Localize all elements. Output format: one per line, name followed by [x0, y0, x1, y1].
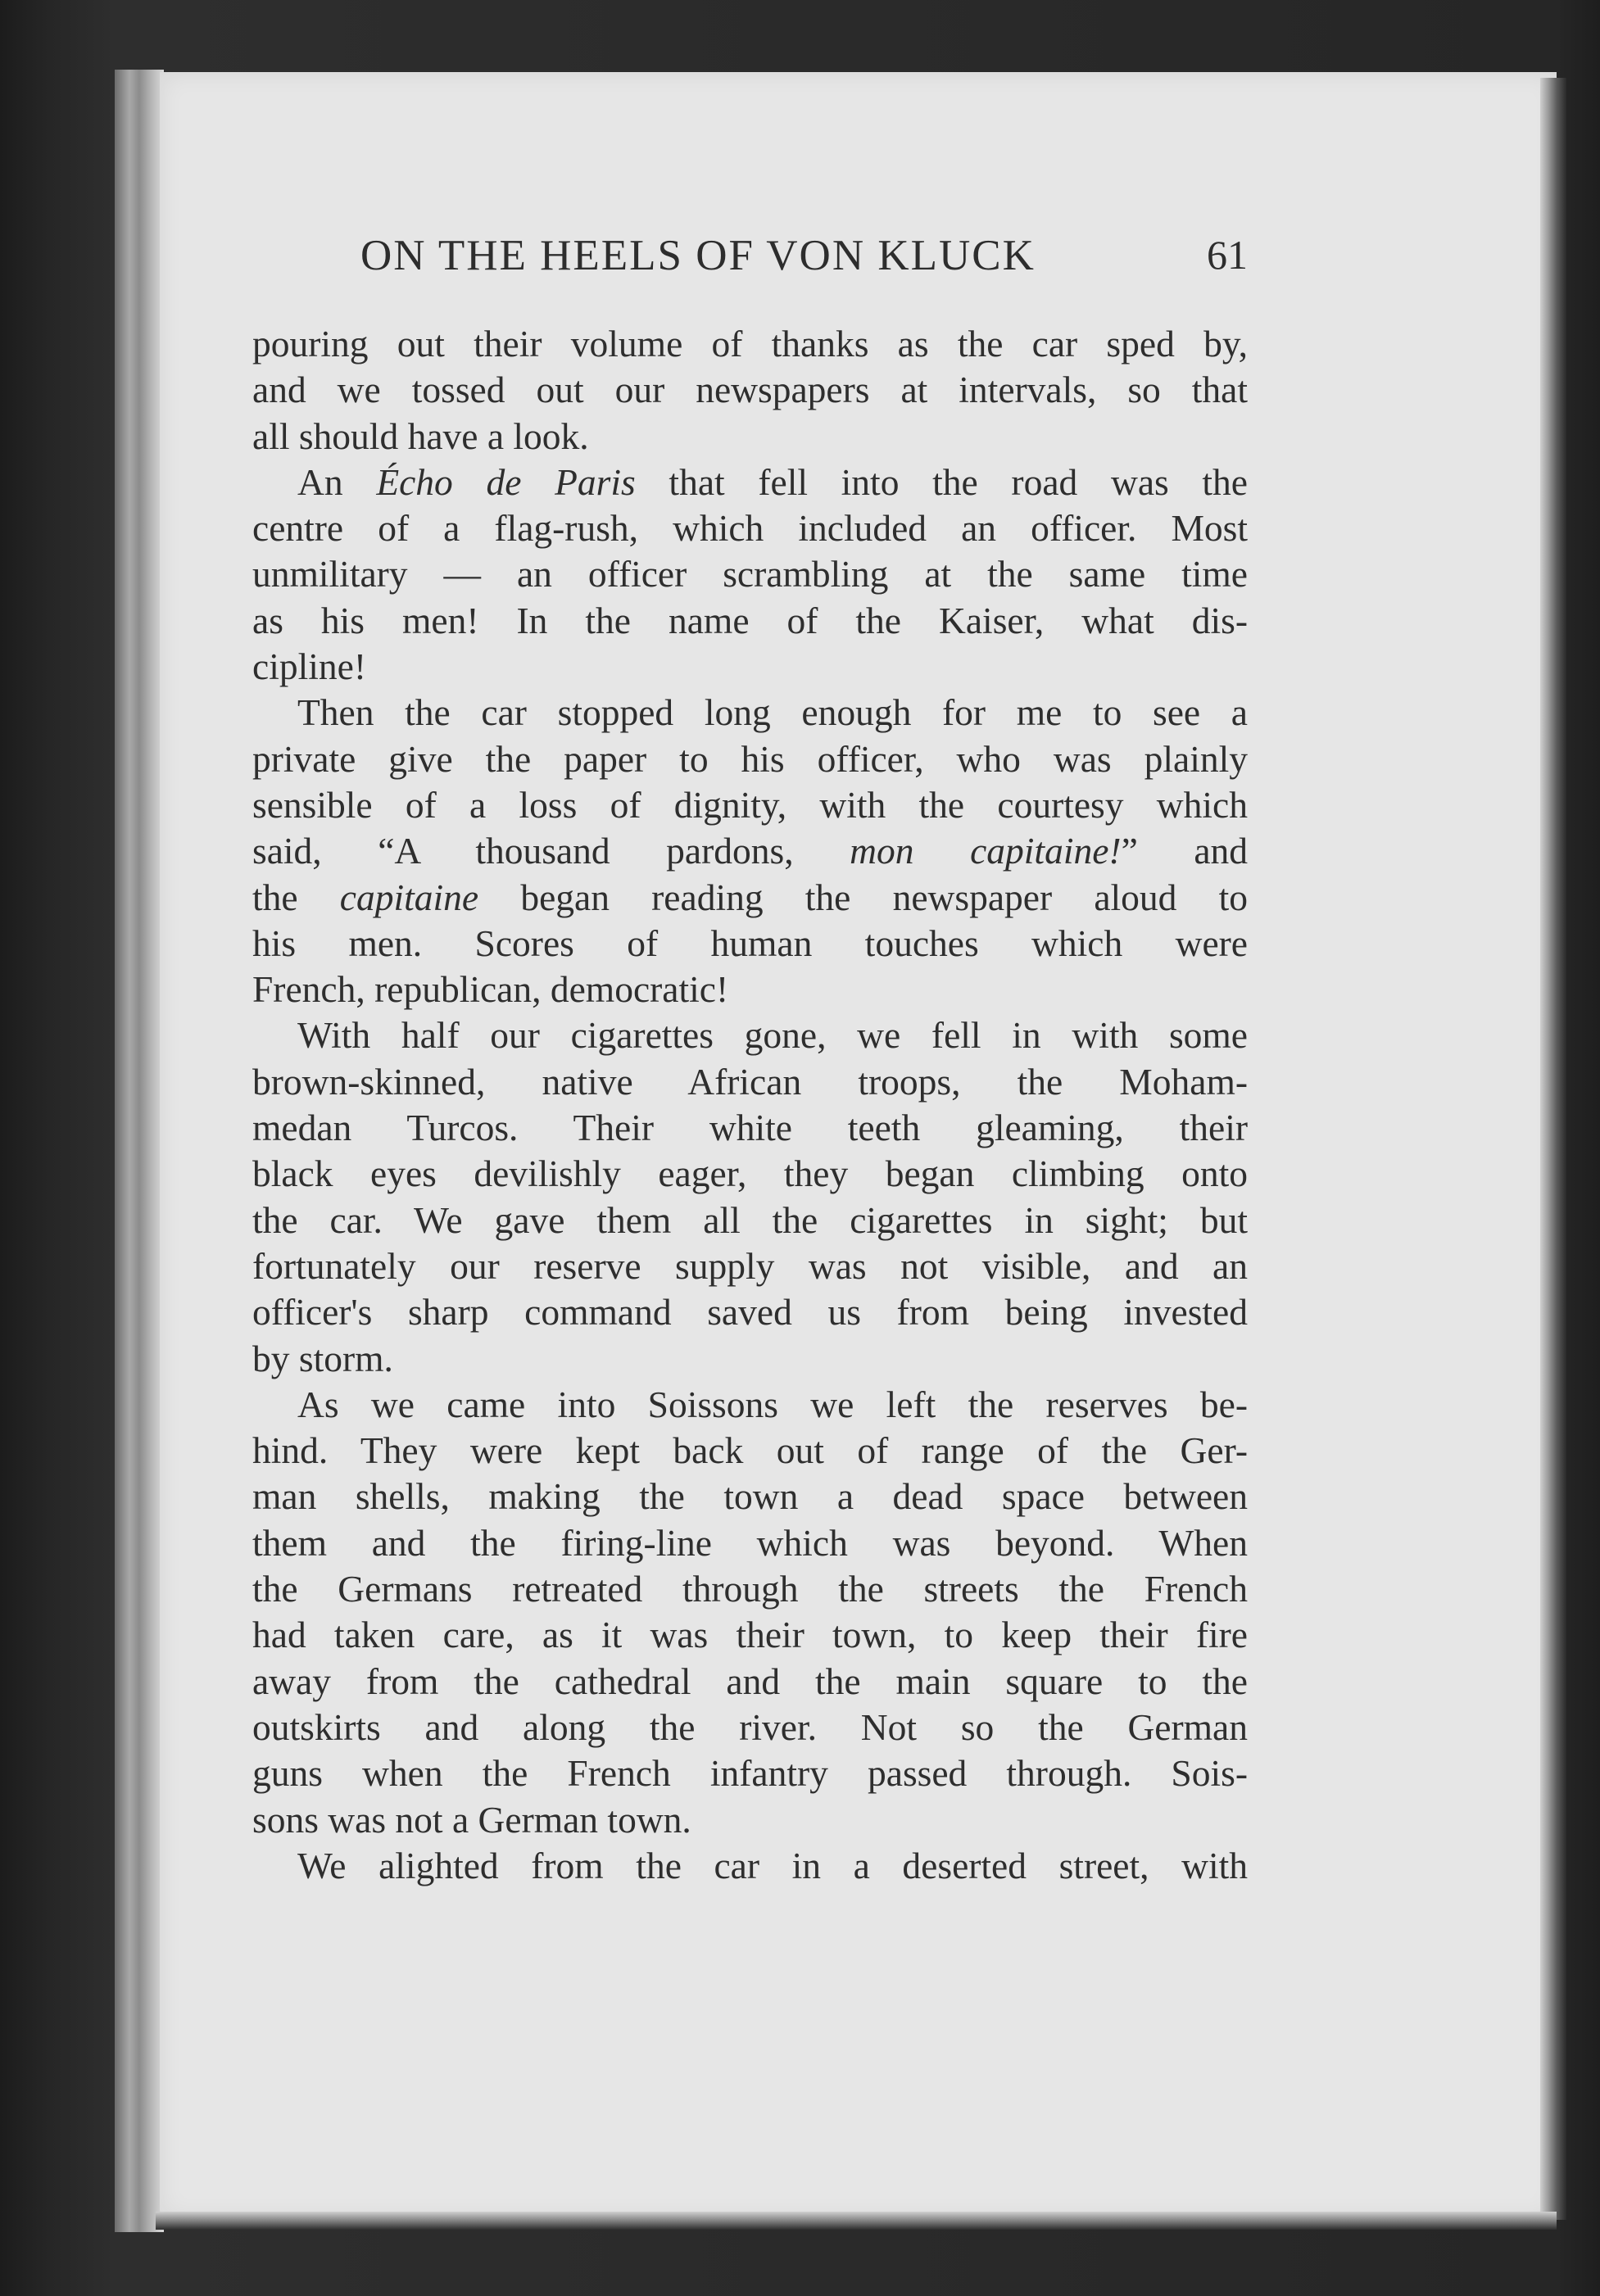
text-line: brown-skinned, native African troops, the Moham-	[252, 1060, 1248, 1103]
text-line: guns when the French infantry passed through. Sois-	[252, 1752, 1248, 1795]
text-line: had taken care, as it was their town, to keep their fire	[252, 1614, 1248, 1656]
text-line: sons was not a German town.	[252, 1798, 691, 1841]
page-edge-right	[1540, 78, 1566, 2220]
text-line: the capitaine began reading the newspaper aloud to	[252, 876, 1248, 918]
paragraph	[252, 321, 1248, 460]
text-line: all should have a look.	[252, 414, 589, 457]
paragraph	[252, 460, 1248, 690]
text-line: the Germans retreated through the streets the French	[252, 1568, 1248, 1610]
paragraph	[252, 1382, 1248, 1843]
text-line: his men. Scores of human touches which were	[252, 922, 1248, 964]
running-head: ON THE HEELS OF VON KLUCK	[360, 232, 1036, 279]
text-line: them and the firing-line which was beyond. When	[252, 1521, 1248, 1564]
page-number: 61	[1207, 232, 1248, 278]
text-line: medan Turcos. Their white teeth gleaming, their	[252, 1107, 1248, 1149]
text-line: With half our cigarettes gone, we fell in with some	[297, 1014, 1248, 1057]
text-line: away from the cathedral and the main square to the	[252, 1660, 1248, 1702]
page-edge-bottom	[156, 2212, 1557, 2230]
text-line: pouring out their volume of thanks as the car sped by,	[252, 323, 1248, 365]
text-line: As we came into Soissons we left the reserves be-	[297, 1383, 1248, 1425]
paragraph	[252, 1012, 1248, 1381]
text-line: officer's sharp command saved us from being invested	[252, 1291, 1248, 1334]
text-line: sensible of a loss of dignity, with the courtesy which	[252, 783, 1248, 826]
book-spine-shadow	[115, 70, 164, 2232]
paragraph	[252, 690, 1248, 1012]
text-line: An Écho de Paris that fell into the road was the	[297, 460, 1249, 503]
text-line: We alighted from the car in a deserted street, with	[297, 1844, 1248, 1886]
text-line: unmilitary — an officer scrambling at the same time	[252, 553, 1248, 596]
text-line: and we tossed out our newspapers at intervals, so that	[252, 369, 1248, 411]
text-line: black eyes devilishly eager, they began climbing onto	[252, 1153, 1248, 1195]
paragraph	[252, 1843, 1248, 1889]
text-line: French, republican, democratic!	[252, 968, 729, 1011]
text-line: as his men! In the name of the Kaiser, what dis-	[252, 599, 1248, 641]
text-line: private give the paper to his officer, who was plainly	[252, 737, 1248, 780]
body-text	[252, 321, 1248, 1889]
text-line: hind. They were kept back out of range of the Ger-	[252, 1429, 1248, 1472]
text-line: by storm.	[252, 1337, 393, 1379]
page-header	[250, 231, 1248, 288]
text-line: cipline!	[252, 645, 366, 688]
text-line: said, “A thousand pardons, mon capitaine!” and	[252, 830, 1249, 872]
text-line: outskirts and along the river. Not so the German	[252, 1705, 1248, 1748]
text-line: centre of a flag-rush, which included an officer. Most	[252, 507, 1248, 550]
text-line: man shells, making the town a dead space between	[252, 1475, 1248, 1518]
text-line: Then the car stopped long enough for me to see a	[297, 691, 1248, 734]
text-line: the car. We gave them all the cigarettes in sight; but	[252, 1198, 1248, 1241]
text-line: fortunately our reserve supply was not visible, and an	[252, 1244, 1248, 1287]
